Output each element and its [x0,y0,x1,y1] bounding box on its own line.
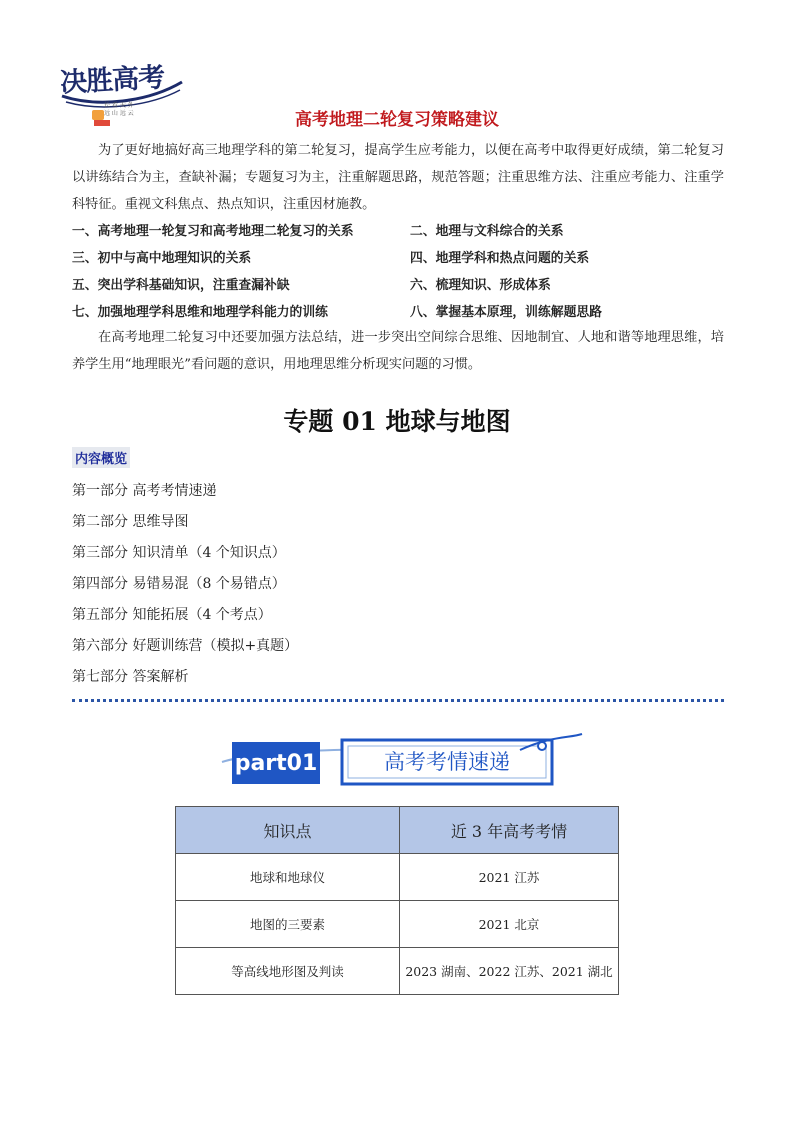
table-row [176,854,619,901]
part-banner [220,732,590,788]
list-item: 第六部分 好题训练营（模拟+真题） [72,638,299,654]
banner-tag: part01 [234,751,318,776]
logo-text: 决胜高考 [59,62,165,99]
table-header: 知识点 [176,807,400,854]
list-item: 第七部分 答案解析 [72,669,189,685]
table-cell: 地球和地球仪 [176,854,400,901]
list-item: 第四部分 易错易混（8 个易错点） [72,576,286,592]
document-title: 高考地理二轮复习策略建议 [295,110,499,130]
exam-table [175,806,619,995]
list-item: 第三部分 知识清单（4 个知识点） [72,545,286,561]
overview-label: 内容概览 [72,447,130,468]
table-cell: 2021 北京 [400,901,619,948]
table-header-row [176,807,619,854]
relation-item: 八、掌握基本原理，训练解题思路 [410,305,602,320]
relation-row [72,218,724,245]
relation-item: 三、初中与高中地理知识的关系 [72,251,252,266]
logo-subtext: 长 看 天 外 远 山 远 云 [104,102,134,117]
table-row [176,948,619,995]
parts-list [72,476,724,693]
relation-item: 五、突出学科基础知识，注重查漏补缺 [72,278,290,293]
table-cell: 2023 湖南、2022 江苏、2021 湖北 [400,948,619,995]
relation-item: 六、梳理知识、形成体系 [410,278,551,293]
relations-list [72,218,724,326]
intro-paragraph: 为了更好地搞好高三地理学科的第二轮复习，提高学生应考能力，以便在高考中取得更好成绩，第二轮复习以讲练结合为主，查缺补漏；专题复习为主，注重解题思路，规范答题；注重思维方法、注重应考能力、注重学科特征。重视文科焦点、热点知识，注重因材施教。 [72,143,724,212]
relation-item: 七、加强地理学科思维和地理学科能力的训练 [72,305,328,320]
table-header: 近 3 年高考考情 [400,807,619,854]
relation-row [72,299,724,326]
relation-item: 二、地理与文科综合的关系 [410,224,564,239]
relation-row [72,272,724,299]
relation-row [72,245,724,272]
closing-paragraph: 在高考地理二轮复习中还要加强方法总结，进一步突出空间综合思维、因地制宜、人地和谐等地理思维，培养学生用“地理眼光”看问题的意识，用地理思维分析现实问题的习惯。 [72,330,724,372]
topic-title: 专题 01 地球与地图 [283,407,511,436]
list-item: 第五部分 知能拓展（4 个考点） [72,607,272,623]
relation-item: 四、地理学科和热点问题的关系 [410,251,590,266]
list-item: 第一部分 高考考情速递 [72,483,217,499]
table-cell: 2021 江苏 [400,854,619,901]
table-cell: 等高线地形图及判读 [176,948,400,995]
banner-title: 高考考情速递 [384,750,510,774]
list-item: 第二部分 思维导图 [72,514,189,530]
table-row [176,901,619,948]
section-divider [72,699,724,702]
table-cell: 地图的三要素 [176,901,400,948]
relation-item: 一、高考地理一轮复习和高考地理二轮复习的关系 [72,224,354,239]
